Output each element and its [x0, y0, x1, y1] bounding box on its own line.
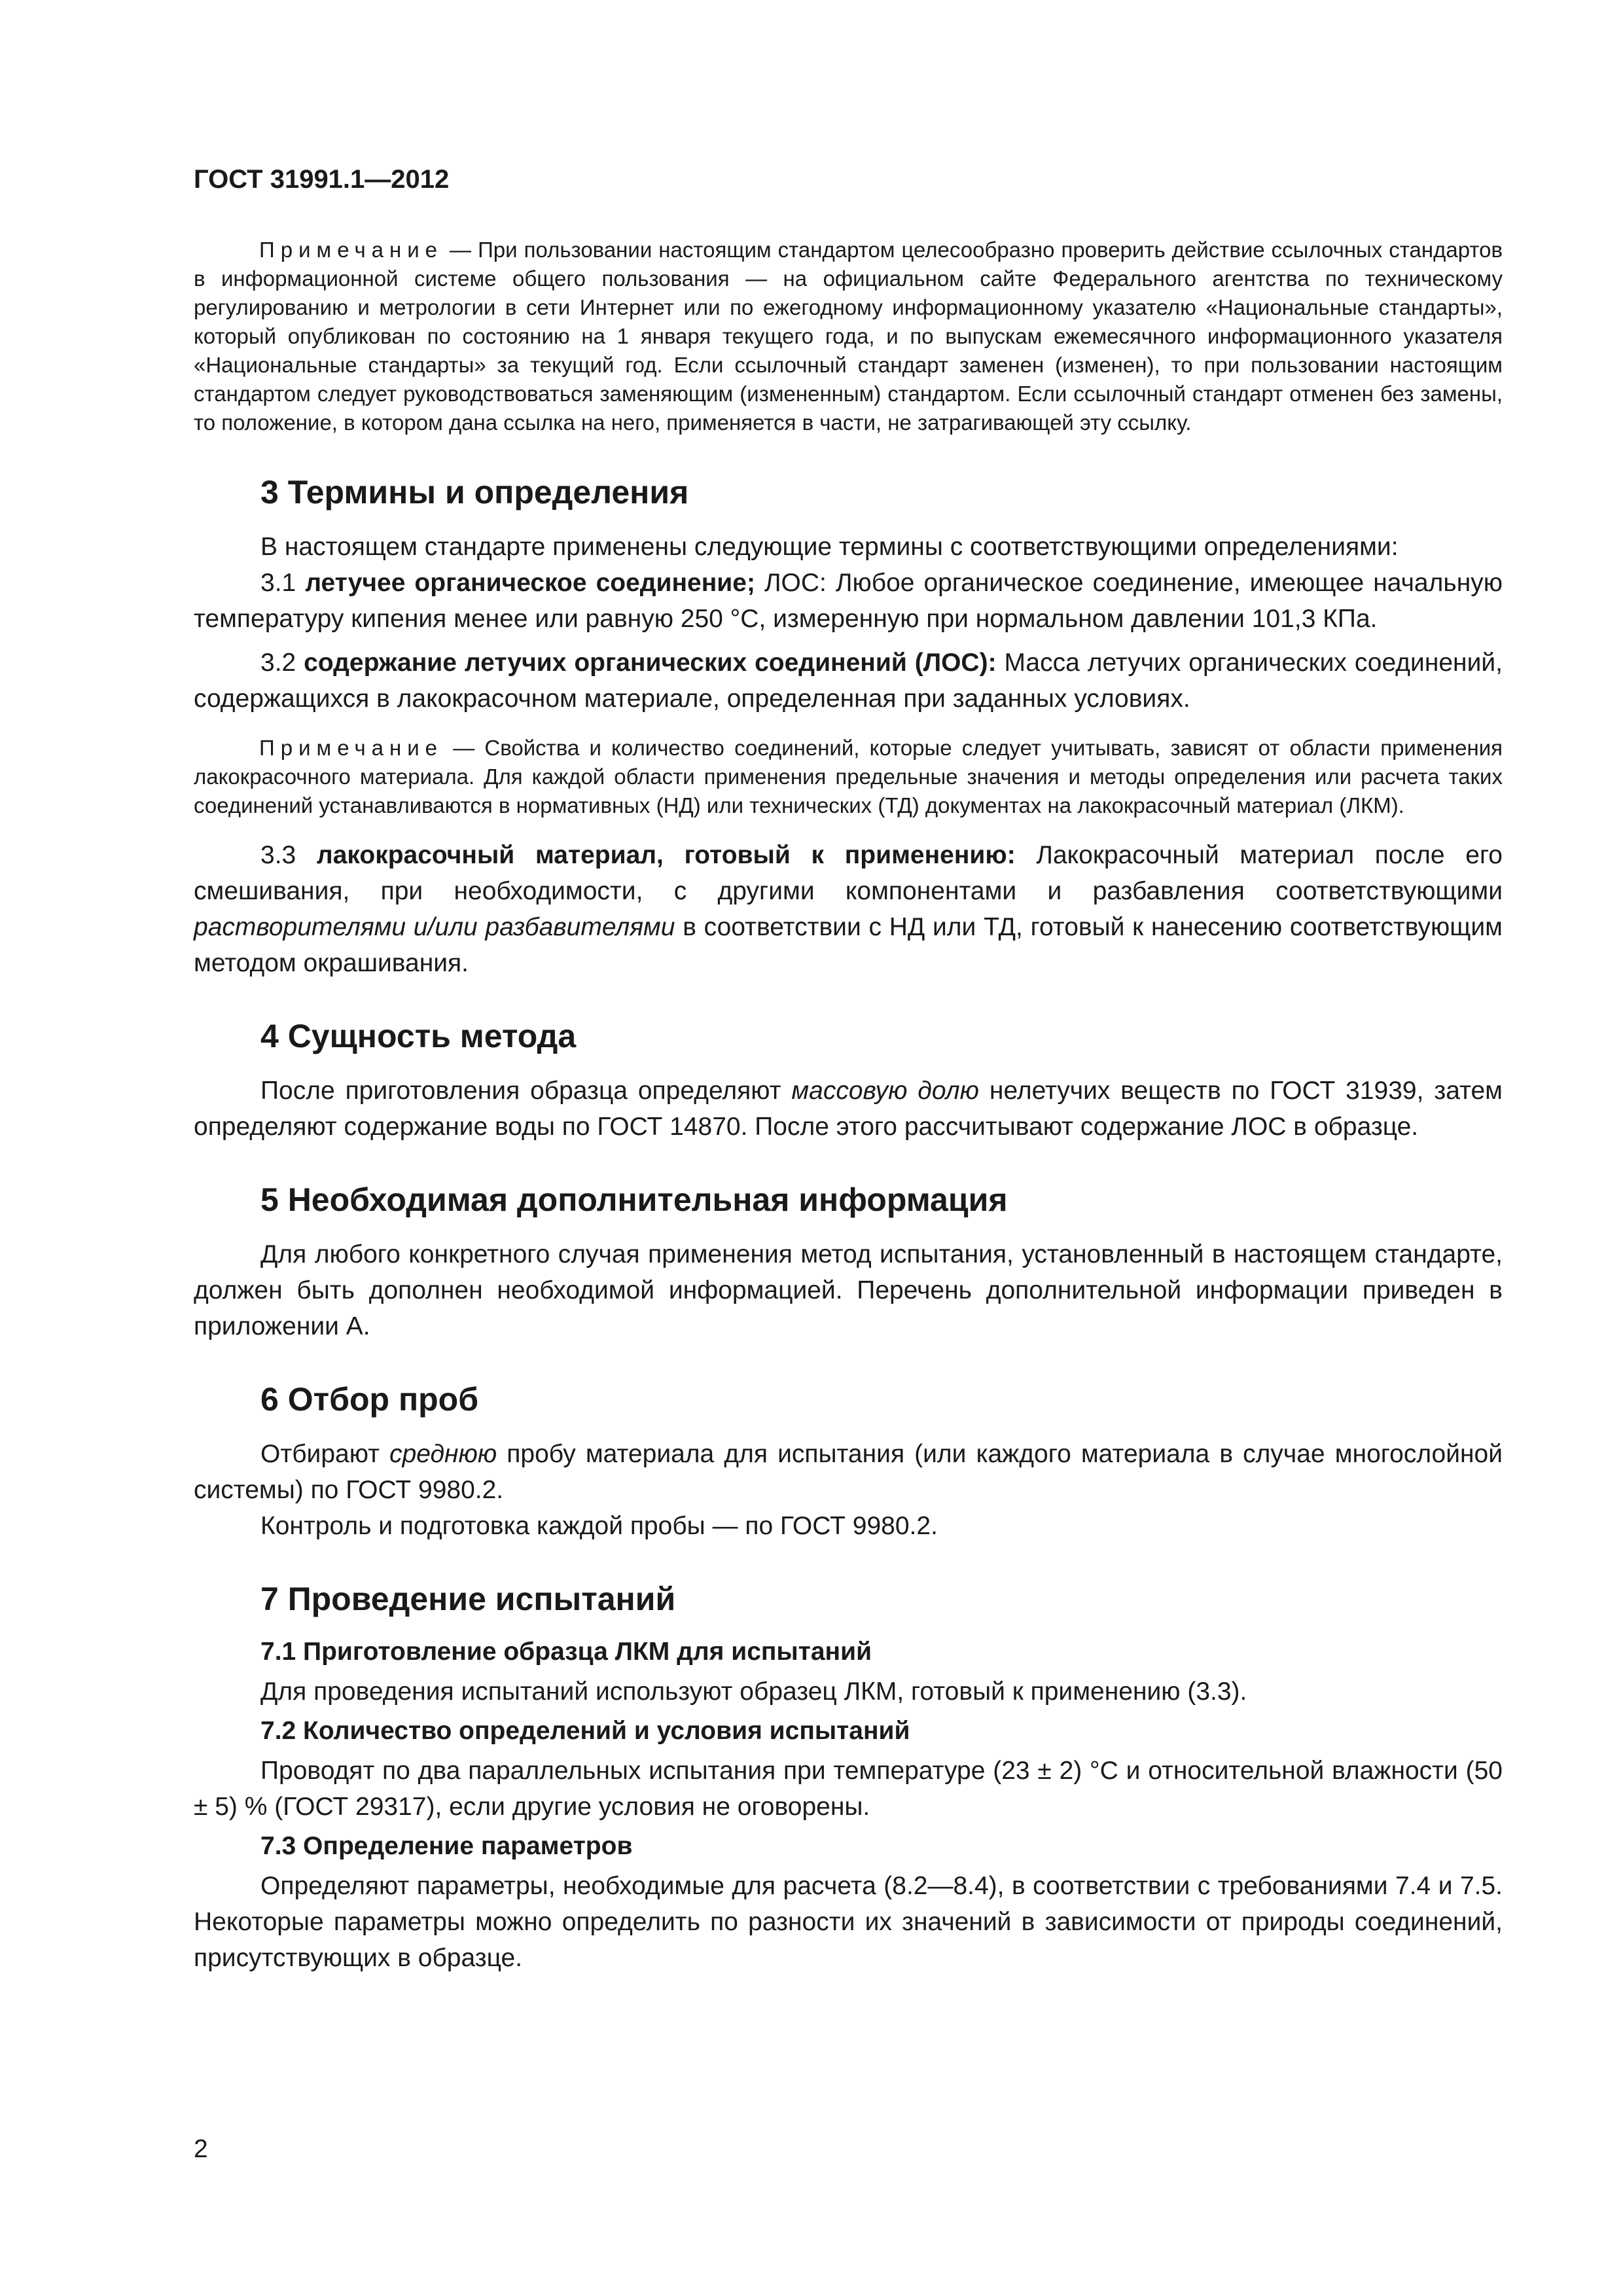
subsection-7-2-text: Проводят по два параллельных испытания при температуре (23 ± 2) °С и относительной влажности (50 ± 5) % (ГОСТ 29317), если другие условия не оговорены. [194, 1757, 1503, 1821]
term-number: 3.2 [260, 649, 296, 677]
document-code: ГОСТ 31991.1—2012 [194, 165, 450, 194]
subsection-7-1-text: Для проведения испытаний используют образец ЛКМ, готовый к применению (3.3). [260, 1677, 1247, 1706]
term-name: лакокрасочный материал, готовый к применению: [316, 841, 1016, 869]
text-segment: Отбирают [260, 1440, 390, 1468]
text-segment: После приготовления образца определяют [260, 1077, 792, 1105]
note-label: Примечание [259, 238, 444, 262]
term-number: 3.3 [260, 841, 296, 869]
section-3-note [194, 734, 1503, 820]
term-name: содержание летучих органических соединений (ЛОС): [304, 649, 997, 677]
page-number: 2 [194, 2135, 208, 2163]
term-definition: ЛОС: Любое органическое соединение, имеющее начальную температуру кипения менее или равную 250 °С, измеренную при нормальном давлении 101,3 КПа. [194, 569, 1503, 633]
section-6-title: 6 Отбор проб [260, 1381, 479, 1418]
note-text: — Свойства и количество соединений, которые следует учитывать, зависят от области применения лакокрасочного материала. Для каждой области применения предельные значения и методы определения или расчета таких соединений устанавливаются в нормативных (НД) или технических (ТД) документах на лакокрасочный материал (ЛКМ). [194, 736, 1503, 817]
document-page [194, 164, 1503, 1976]
term-3-2 [194, 645, 1503, 717]
term-italic: растворителями и/или разбавителями [194, 913, 675, 941]
text-italic: массовую долю [791, 1077, 980, 1105]
section-4-title: 4 Сущность метода [260, 1018, 577, 1054]
section-6-text-2: Контроль и подготовка каждой пробы — по ГОСТ 9980.2. [260, 1512, 938, 1540]
text-italic: среднюю [389, 1440, 497, 1468]
section-3-title: 3 Термины и определения [260, 474, 689, 511]
subsection-7-3-text: Определяют параметры, необходимые для расчета (8.2—8.4), в соответствии с требованиями 7.4 и 7.5. Некоторые параметры можно определить по разности их значений в зависимости от природы соединений, присутствующих в образце. [194, 1872, 1503, 1972]
term-definition-end: в соответствии с НД или ТД, готовый к нанесению соответствующим методом окрашивания. [194, 913, 1503, 977]
section-3-intro: В настоящем стандарте применены следующие термины с соответствующими определениями: [260, 533, 1399, 561]
reference-note [194, 236, 1503, 437]
section-6-text-1 [194, 1436, 1503, 1508]
subsection-7-2-title: 7.2 Количество определений и условия испытаний [260, 1717, 910, 1745]
term-number: 3.1 [260, 569, 296, 597]
note-text: — При пользовании настоящим стандартом целесообразно проверить действие ссылочных стандартов в информационной системе общего пользования — на официальном сайте Федерального агентства по техническому регулированию и метрологии в сети Интернет или по ежегодному информационному указателю «Национальные стандарты», который опубликован по состоянию на 1 января текущего года, и по выпускам ежемесячного информационного указателя «Национальные стандарты» за текущий год. Если ссылочный стандарт заменен (изменен), то при пользовании настоящим стандартом следует руководствоваться заменяющим (измененным) стандартом. Если ссылочный стандарт отменен без замены, то положение, в котором дана ссылка на него, применяется в части, не затрагивающей эту ссылку. [194, 238, 1503, 435]
note-label: Примечание [259, 736, 444, 760]
term-name: летучее органическое соединение; [305, 569, 755, 597]
section-5-text: Для любого конкретного случая применения метод испытания, установленный в настоящем стандарте, должен быть дополнен необходимой информацией. Перечень дополнительной информации приведен в приложении А. [194, 1240, 1503, 1340]
term-3-1 [194, 565, 1503, 637]
section-5-title: 5 Необходимая дополнительная информация [260, 1181, 1008, 1218]
term-definition: Лакокрасочный материал после его смешивания, при необходимости, с другими компонентами и разбавления соответствующими [194, 841, 1503, 905]
term-definition: Масса летучих органических соединений, содержащихся в лакокрасочном материале, определенная при заданных условиях. [194, 649, 1503, 713]
text-segment: пробу материала для испытания (или каждого материала в случае многослойной системы) по ГОСТ 9980.2. [194, 1440, 1503, 1504]
subsection-7-3-title: 7.3 Определение параметров [260, 1832, 633, 1860]
section-7-title: 7 Проведение испытаний [260, 1581, 676, 1617]
subsection-7-1-title: 7.1 Приготовление образца ЛКМ для испытаний [260, 1638, 872, 1666]
term-3-3 [194, 837, 1503, 981]
text-segment: нелетучих веществ по ГОСТ 31939, затем определяют содержание воды по ГОСТ 14870. После этого рассчитывают содержание ЛОС в образце. [194, 1077, 1503, 1141]
section-4-text [194, 1073, 1503, 1145]
